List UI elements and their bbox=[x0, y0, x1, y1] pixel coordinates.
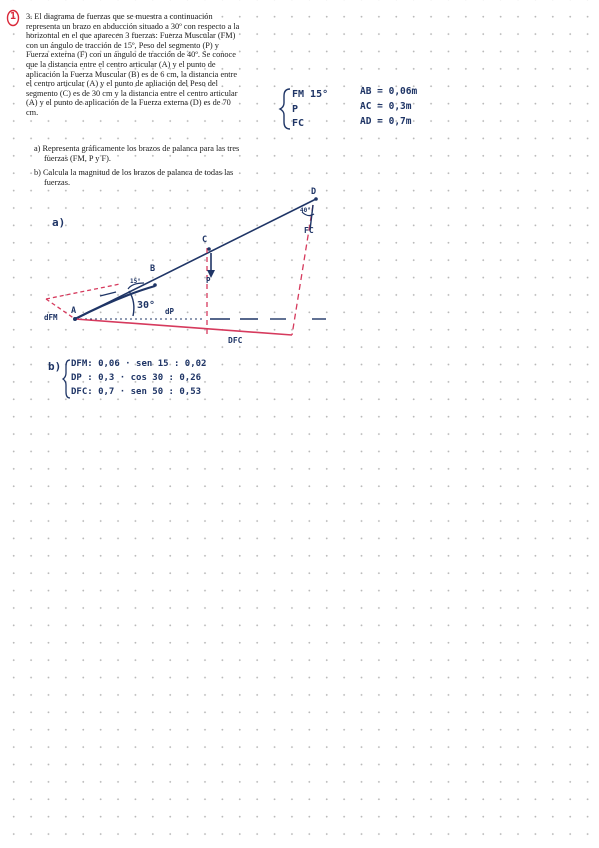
label-point-b: B bbox=[150, 264, 156, 274]
note-force-p: P bbox=[292, 104, 299, 115]
note-distance-ad: AD = 0,7m bbox=[360, 116, 412, 127]
note-force-fc: FC bbox=[292, 118, 305, 129]
question-b: b) Calcula la magnitud de los brazos de palanca de todas las fuerzas. bbox=[34, 168, 234, 187]
label-force-fc: FC bbox=[304, 226, 314, 235]
label-angle-15: 15° bbox=[130, 278, 141, 285]
part-a-label: a) bbox=[52, 216, 66, 229]
part-b-label: b) bbox=[48, 360, 62, 373]
label-weight-p: P bbox=[206, 276, 211, 285]
problem-number-mark: 1 bbox=[10, 11, 17, 22]
label-dp: dP bbox=[165, 307, 175, 316]
answer-dfc: DFC: 0,7 · sen 50 : 0,53 bbox=[71, 387, 202, 397]
label-point-c: C bbox=[202, 235, 208, 245]
answer-dfm: DFM: 0,06 · sen 15 : 0,02 bbox=[71, 359, 207, 369]
question-a: a) Representa gráficamente los brazos de palanca para las tres fuerzas (FM, P y F). bbox=[34, 144, 240, 163]
label-dfc: DFC bbox=[228, 336, 243, 345]
problem-statement: 3. El diagrama de fuerzas que se muestra a continuación representa un brazo en abducción situado a 30º con respecto a la horizontal en el que aparecen 3 fuerzas: Fuerza Muscular (FM) con un ángulo de tracción de 15º, Peso del segmento (P) y Fuerza externa (F) con un ángulo de tracción de 40º. Se conoce que la distancia entre el centro articular (A) y el punto de aplicación la Fuerza Muscular (B) es de 6 cm, la distancia entre el centro articular (A) y el punto de apliación del Peso del segmento (C) es de 30 cm y la distancia entre el centro articular (A) y el punto de aplicación de la Fuerza externa (D) es de 70 cm. bbox=[26, 12, 240, 117]
label-angle-30: 30° bbox=[137, 300, 156, 311]
label-dfm: dFM bbox=[44, 313, 58, 322]
label-point-a: A bbox=[71, 306, 77, 316]
note-distance-ab: AB = 0,06m bbox=[360, 86, 418, 97]
label-angle-40: 40° bbox=[300, 207, 311, 214]
answer-dp: DP : 0,3 · cos 30 : 0,26 bbox=[71, 373, 202, 383]
note-distance-ac: AC = 0,3m bbox=[360, 101, 412, 112]
note-force-fm: FM 15° bbox=[292, 89, 329, 100]
label-point-d: D bbox=[311, 187, 317, 197]
